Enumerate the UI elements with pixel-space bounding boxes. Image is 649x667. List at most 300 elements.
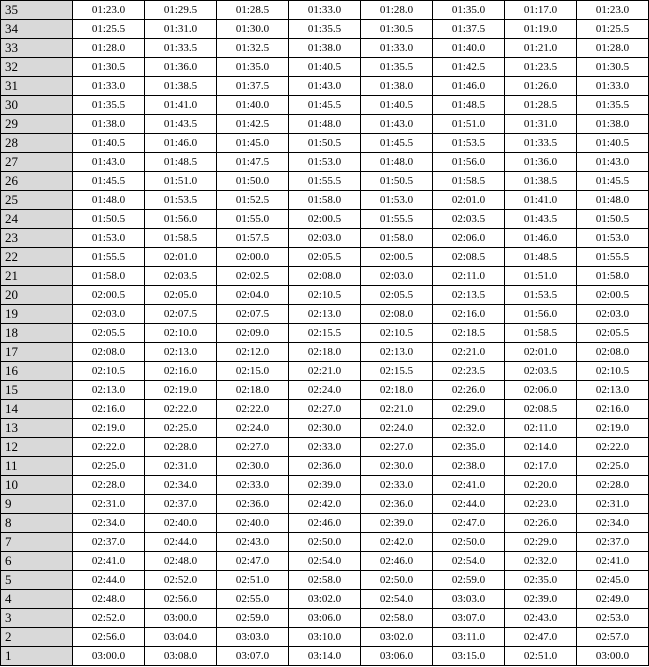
time-cell: 02:00.5	[289, 210, 361, 229]
time-cell: 02:15.0	[217, 362, 289, 381]
time-cell: 01:29.5	[145, 1, 217, 20]
time-cell: 02:08.5	[433, 248, 505, 267]
time-cell: 01:30.0	[217, 20, 289, 39]
time-cell: 02:20.0	[505, 476, 577, 495]
time-cell: 02:09.0	[217, 324, 289, 343]
time-cell: 01:38.0	[361, 77, 433, 96]
time-cell: 02:13.0	[289, 305, 361, 324]
level-cell: 5	[1, 571, 73, 590]
time-cell: 02:08.0	[73, 343, 145, 362]
time-cell: 02:19.0	[73, 419, 145, 438]
time-cell: 02:22.0	[145, 400, 217, 419]
time-cell: 02:03.0	[73, 305, 145, 324]
time-cell: 01:56.0	[433, 153, 505, 172]
time-cell: 02:38.0	[433, 457, 505, 476]
time-cell: 01:38.5	[145, 77, 217, 96]
time-cell: 01:55.5	[289, 172, 361, 191]
time-cell: 02:11.0	[433, 267, 505, 286]
table-row	[1, 39, 649, 58]
time-cell: 02:54.0	[289, 552, 361, 571]
time-cell: 01:23.0	[577, 1, 649, 20]
time-cell: 02:56.0	[145, 590, 217, 609]
time-cell: 02:50.0	[433, 533, 505, 552]
time-cell: 03:00.0	[145, 609, 217, 628]
time-cell: 02:06.0	[505, 381, 577, 400]
level-cell: 34	[1, 20, 73, 39]
time-cell: 02:01.0	[505, 343, 577, 362]
time-cell: 02:00.5	[361, 248, 433, 267]
time-cell: 02:24.0	[289, 381, 361, 400]
time-cell: 01:46.0	[145, 134, 217, 153]
table-row	[1, 362, 649, 381]
time-cell: 02:06.0	[433, 229, 505, 248]
time-cell: 02:40.0	[145, 514, 217, 533]
time-cell: 01:36.0	[145, 58, 217, 77]
time-cell: 02:16.0	[145, 362, 217, 381]
time-cell: 02:19.0	[577, 419, 649, 438]
time-cell: 02:42.0	[361, 533, 433, 552]
time-cell: 02:29.0	[505, 533, 577, 552]
time-cell: 01:40.0	[217, 96, 289, 115]
time-cell: 01:38.0	[73, 115, 145, 134]
time-cell: 01:53.0	[73, 229, 145, 248]
time-cell: 01:43.0	[361, 115, 433, 134]
time-cell: 02:12.0	[217, 343, 289, 362]
time-cell: 02:52.0	[73, 609, 145, 628]
table-row	[1, 286, 649, 305]
time-cell: 03:02.0	[289, 590, 361, 609]
time-cell: 01:47.5	[217, 153, 289, 172]
time-cell: 02:41.0	[73, 552, 145, 571]
time-cell: 01:58.0	[577, 267, 649, 286]
time-cell: 02:07.5	[217, 305, 289, 324]
time-cell: 02:48.0	[145, 552, 217, 571]
table-row	[1, 248, 649, 267]
time-cell: 01:35.0	[217, 58, 289, 77]
time-cell: 02:28.0	[73, 476, 145, 495]
time-cell: 02:49.0	[577, 590, 649, 609]
time-cell: 01:31.0	[505, 115, 577, 134]
level-cell: 7	[1, 533, 73, 552]
time-cell: 02:32.0	[505, 552, 577, 571]
time-cell: 01:35.5	[361, 58, 433, 77]
time-cell: 01:23.5	[505, 58, 577, 77]
time-cell: 01:28.0	[361, 1, 433, 20]
time-cell: 01:56.0	[145, 210, 217, 229]
time-cell: 01:40.5	[289, 58, 361, 77]
time-cell: 02:18.0	[361, 381, 433, 400]
table-row	[1, 324, 649, 343]
level-cell: 9	[1, 495, 73, 514]
level-cell: 17	[1, 343, 73, 362]
time-cell: 01:45.5	[577, 172, 649, 191]
time-cell: 01:48.0	[361, 153, 433, 172]
time-cell: 03:00.0	[577, 647, 649, 666]
time-cell: 02:55.0	[217, 590, 289, 609]
level-cell: 4	[1, 590, 73, 609]
time-cell: 02:34.0	[145, 476, 217, 495]
time-cell: 01:48.5	[505, 248, 577, 267]
time-cell: 02:18.5	[433, 324, 505, 343]
level-cell: 22	[1, 248, 73, 267]
table-row	[1, 628, 649, 647]
table-row	[1, 514, 649, 533]
time-cell: 02:21.0	[361, 400, 433, 419]
time-cell: 01:53.5	[505, 286, 577, 305]
table-row	[1, 609, 649, 628]
time-cell: 01:53.5	[433, 134, 505, 153]
time-cell: 02:27.0	[361, 438, 433, 457]
time-cell: 02:25.0	[145, 419, 217, 438]
time-cell: 01:50.0	[217, 172, 289, 191]
time-cell: 02:56.0	[73, 628, 145, 647]
time-cell: 03:11.0	[433, 628, 505, 647]
time-cell: 01:58.0	[73, 267, 145, 286]
time-cell: 01:38.0	[289, 39, 361, 58]
time-cell: 01:40.5	[577, 134, 649, 153]
time-cell: 02:33.0	[361, 476, 433, 495]
level-cell: 14	[1, 400, 73, 419]
time-cell: 01:46.0	[505, 229, 577, 248]
time-cell: 01:23.0	[73, 1, 145, 20]
time-cell: 01:25.5	[73, 20, 145, 39]
time-cell: 02:53.0	[577, 609, 649, 628]
table-row	[1, 115, 649, 134]
time-cell: 02:27.0	[217, 438, 289, 457]
time-cell: 02:16.0	[577, 400, 649, 419]
time-cell: 01:57.5	[217, 229, 289, 248]
time-cell: 02:59.0	[217, 609, 289, 628]
time-cell: 02:47.0	[433, 514, 505, 533]
time-cell: 02:35.0	[433, 438, 505, 457]
time-cell: 02:43.0	[217, 533, 289, 552]
time-cell: 02:21.0	[433, 343, 505, 362]
time-cell: 01:38.5	[505, 172, 577, 191]
time-cell: 02:30.0	[361, 457, 433, 476]
level-cell: 28	[1, 134, 73, 153]
time-cell: 01:33.0	[577, 77, 649, 96]
time-cell: 01:33.0	[73, 77, 145, 96]
time-cell: 02:13.5	[433, 286, 505, 305]
time-cell: 02:11.0	[505, 419, 577, 438]
table-row	[1, 457, 649, 476]
time-cell: 02:31.0	[73, 495, 145, 514]
time-cell: 02:41.0	[577, 552, 649, 571]
time-cell: 02:44.0	[73, 571, 145, 590]
time-cell: 01:32.5	[217, 39, 289, 58]
time-cell: 01:42.5	[217, 115, 289, 134]
level-cell: 31	[1, 77, 73, 96]
time-cell: 01:41.0	[505, 191, 577, 210]
time-cell: 01:28.0	[73, 39, 145, 58]
level-cell: 18	[1, 324, 73, 343]
time-cell: 02:40.0	[217, 514, 289, 533]
time-cell: 02:10.5	[577, 362, 649, 381]
time-cell: 01:55.0	[217, 210, 289, 229]
time-cell: 01:53.5	[145, 191, 217, 210]
time-cell: 02:50.0	[289, 533, 361, 552]
time-cell: 01:58.0	[361, 229, 433, 248]
time-cell: 02:36.0	[289, 457, 361, 476]
time-cell: 01:50.5	[289, 134, 361, 153]
time-cell: 01:40.0	[433, 39, 505, 58]
time-cell: 02:28.0	[145, 438, 217, 457]
time-cell: 01:58.5	[433, 172, 505, 191]
time-cell: 02:10.5	[289, 286, 361, 305]
time-cell: 01:33.0	[289, 1, 361, 20]
time-cell: 02:34.0	[73, 514, 145, 533]
table-row	[1, 305, 649, 324]
time-cell: 01:50.5	[577, 210, 649, 229]
time-cell: 02:15.5	[289, 324, 361, 343]
time-cell: 03:07.0	[433, 609, 505, 628]
time-cell: 02:03.5	[433, 210, 505, 229]
time-cell: 01:43.0	[289, 77, 361, 96]
time-cell: 02:05.5	[577, 324, 649, 343]
level-cell: 23	[1, 229, 73, 248]
table-row	[1, 419, 649, 438]
time-cell: 03:10.0	[289, 628, 361, 647]
level-cell: 19	[1, 305, 73, 324]
time-cell: 02:58.0	[289, 571, 361, 590]
time-cell: 01:48.0	[289, 115, 361, 134]
time-cell: 01:30.5	[577, 58, 649, 77]
time-cell: 01:35.5	[289, 20, 361, 39]
level-cell: 3	[1, 609, 73, 628]
time-cell: 02:16.0	[433, 305, 505, 324]
time-cell: 01:40.5	[73, 134, 145, 153]
level-cell: 35	[1, 1, 73, 20]
time-cell: 02:26.0	[433, 381, 505, 400]
time-cell: 01:31.0	[145, 20, 217, 39]
level-cell: 6	[1, 552, 73, 571]
time-cell: 01:42.5	[433, 58, 505, 77]
level-cell: 21	[1, 267, 73, 286]
time-cell: 02:00.5	[577, 286, 649, 305]
table-row	[1, 229, 649, 248]
time-cell: 02:31.0	[577, 495, 649, 514]
time-cell: 01:28.5	[217, 1, 289, 20]
time-cell: 01:19.0	[505, 20, 577, 39]
time-cell: 02:01.0	[433, 191, 505, 210]
time-cell: 02:05.0	[145, 286, 217, 305]
time-cell: 02:26.0	[505, 514, 577, 533]
level-cell: 15	[1, 381, 73, 400]
time-cell: 02:00.0	[217, 248, 289, 267]
time-cell: 02:59.0	[433, 571, 505, 590]
table-row	[1, 191, 649, 210]
time-cell: 03:03.0	[217, 628, 289, 647]
time-cell: 01:58.5	[505, 324, 577, 343]
time-cell: 02:30.0	[289, 419, 361, 438]
time-cell: 02:47.0	[217, 552, 289, 571]
time-cell: 03:06.0	[361, 647, 433, 666]
time-cell: 01:51.0	[433, 115, 505, 134]
level-cell: 32	[1, 58, 73, 77]
level-cell: 13	[1, 419, 73, 438]
time-cell: 02:51.0	[217, 571, 289, 590]
level-cell: 12	[1, 438, 73, 457]
time-cell: 01:37.5	[217, 77, 289, 96]
time-cell: 01:30.5	[361, 20, 433, 39]
time-cell: 02:05.5	[73, 324, 145, 343]
time-cell: 01:55.5	[361, 210, 433, 229]
time-cell: 02:21.0	[289, 362, 361, 381]
time-cell: 02:44.0	[145, 533, 217, 552]
time-cell: 02:22.0	[577, 438, 649, 457]
time-cell: 01:43.0	[577, 153, 649, 172]
time-cell: 02:08.0	[289, 267, 361, 286]
table-row	[1, 96, 649, 115]
time-cell: 02:44.0	[433, 495, 505, 514]
time-cell: 02:10.5	[73, 362, 145, 381]
table-row	[1, 172, 649, 191]
time-cell: 02:39.0	[289, 476, 361, 495]
time-cell: 01:51.0	[145, 172, 217, 191]
level-cell: 8	[1, 514, 73, 533]
time-cell: 02:32.0	[433, 419, 505, 438]
time-cell: 02:31.0	[145, 457, 217, 476]
time-cell: 02:05.5	[361, 286, 433, 305]
time-cell: 01:56.0	[505, 305, 577, 324]
time-cell: 01:53.0	[361, 191, 433, 210]
time-cell: 03:03.0	[433, 590, 505, 609]
time-cell: 01:55.5	[73, 248, 145, 267]
time-cell: 01:41.0	[145, 96, 217, 115]
level-cell: 24	[1, 210, 73, 229]
time-cell: 01:30.5	[73, 58, 145, 77]
time-cell: 01:50.5	[73, 210, 145, 229]
time-cell: 02:03.5	[145, 267, 217, 286]
time-cell: 02:00.5	[73, 286, 145, 305]
time-cell: 01:26.0	[505, 77, 577, 96]
time-cell: 02:13.0	[145, 343, 217, 362]
time-cell: 01:53.0	[289, 153, 361, 172]
level-cell: 33	[1, 39, 73, 58]
time-cell: 01:35.5	[577, 96, 649, 115]
time-cell: 02:45.0	[577, 571, 649, 590]
level-cell: 16	[1, 362, 73, 381]
time-cell: 02:51.0	[505, 647, 577, 666]
table-row	[1, 590, 649, 609]
table-row	[1, 647, 649, 666]
time-cell: 01:48.0	[73, 191, 145, 210]
time-cell: 01:33.5	[145, 39, 217, 58]
time-cell: 02:30.0	[217, 457, 289, 476]
time-cell: 02:29.0	[433, 400, 505, 419]
table-row	[1, 571, 649, 590]
level-cell: 2	[1, 628, 73, 647]
time-cell: 01:48.5	[433, 96, 505, 115]
time-cell: 02:42.0	[289, 495, 361, 514]
time-cell: 02:03.0	[361, 267, 433, 286]
table-row	[1, 267, 649, 286]
time-cell: 01:36.0	[505, 153, 577, 172]
time-cell: 01:40.5	[361, 96, 433, 115]
level-cell: 30	[1, 96, 73, 115]
time-cell: 02:17.0	[505, 457, 577, 476]
time-cell: 02:36.0	[217, 495, 289, 514]
level-cell: 11	[1, 457, 73, 476]
table-row	[1, 153, 649, 172]
time-cell: 01:58.0	[289, 191, 361, 210]
time-cell: 01:45.5	[361, 134, 433, 153]
time-cell: 03:00.0	[73, 647, 145, 666]
time-cell: 02:24.0	[361, 419, 433, 438]
time-cell: 02:24.0	[217, 419, 289, 438]
time-cell: 02:14.0	[505, 438, 577, 457]
table-row	[1, 438, 649, 457]
table-row	[1, 20, 649, 39]
time-cell: 01:58.5	[145, 229, 217, 248]
time-cell: 02:03.0	[577, 305, 649, 324]
time-cell: 02:04.0	[217, 286, 289, 305]
time-cell: 02:22.0	[217, 400, 289, 419]
time-cell: 02:37.0	[145, 495, 217, 514]
time-cell: 01:25.5	[577, 20, 649, 39]
level-cell: 20	[1, 286, 73, 305]
time-cell: 01:35.0	[433, 1, 505, 20]
time-cell: 02:03.5	[505, 362, 577, 381]
time-cell: 02:47.0	[505, 628, 577, 647]
level-cell: 27	[1, 153, 73, 172]
level-cell: 29	[1, 115, 73, 134]
table-row	[1, 134, 649, 153]
time-cell: 02:36.0	[361, 495, 433, 514]
time-cell: 02:52.0	[145, 571, 217, 590]
time-cell: 02:22.0	[73, 438, 145, 457]
time-cell: 02:23.0	[505, 495, 577, 514]
time-cell: 02:48.0	[73, 590, 145, 609]
level-cell: 26	[1, 172, 73, 191]
time-cell: 02:54.0	[361, 590, 433, 609]
time-cell: 02:35.0	[505, 571, 577, 590]
time-cell: 01:48.0	[577, 191, 649, 210]
time-cell: 02:37.0	[73, 533, 145, 552]
time-cell: 02:03.0	[289, 229, 361, 248]
time-cell: 01:17.0	[505, 1, 577, 20]
time-cell: 01:37.5	[433, 20, 505, 39]
time-cell: 02:58.0	[361, 609, 433, 628]
time-cell: 02:27.0	[289, 400, 361, 419]
time-cell: 03:08.0	[145, 647, 217, 666]
time-cell: 01:43.5	[145, 115, 217, 134]
time-cell: 01:53.0	[577, 229, 649, 248]
time-cell: 01:43.0	[73, 153, 145, 172]
table-row	[1, 495, 649, 514]
time-cell: 02:37.0	[577, 533, 649, 552]
time-cell: 02:02.5	[217, 267, 289, 286]
level-cell: 1	[1, 647, 73, 666]
table-row	[1, 210, 649, 229]
time-cell: 02:57.0	[577, 628, 649, 647]
time-cell: 02:13.0	[73, 381, 145, 400]
time-cell: 02:46.0	[361, 552, 433, 571]
time-cell: 01:45.5	[289, 96, 361, 115]
time-cell: 01:45.5	[73, 172, 145, 191]
time-cell: 02:46.0	[289, 514, 361, 533]
table-row	[1, 400, 649, 419]
time-cell: 02:18.0	[217, 381, 289, 400]
time-cell: 02:05.5	[289, 248, 361, 267]
time-cell: 03:04.0	[145, 628, 217, 647]
time-cell: 02:13.0	[361, 343, 433, 362]
table-row	[1, 58, 649, 77]
time-cell: 03:14.0	[289, 647, 361, 666]
time-cell: 01:21.0	[505, 39, 577, 58]
time-cell: 02:16.0	[73, 400, 145, 419]
time-cell: 02:34.0	[577, 514, 649, 533]
